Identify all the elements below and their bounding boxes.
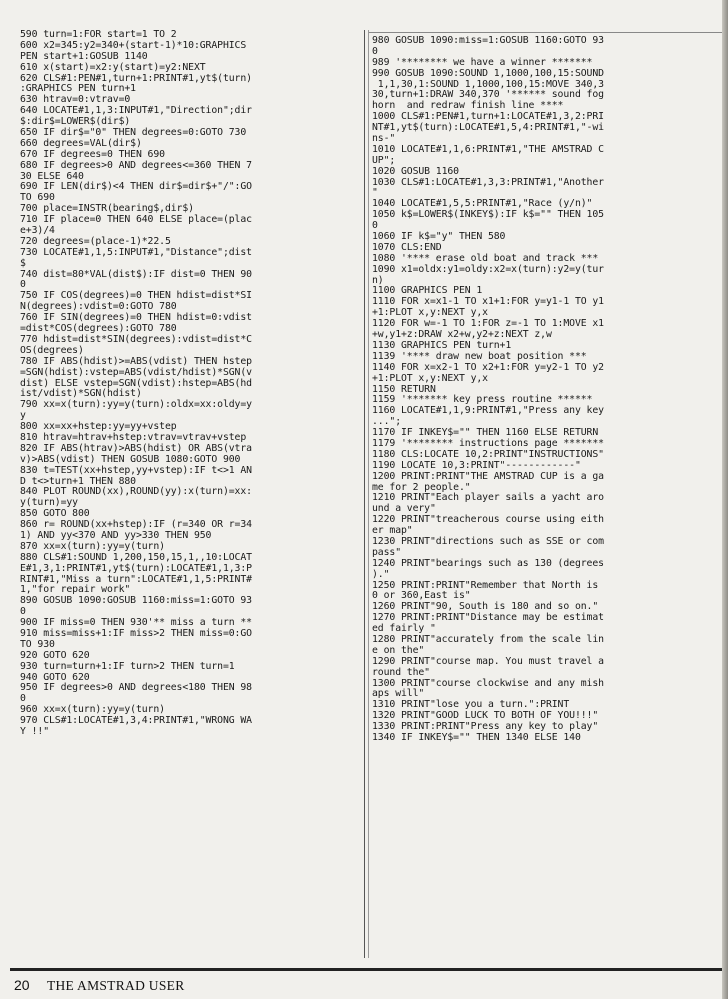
code-line: 1150 RETURN xyxy=(372,383,436,395)
code-line: NT#1,yt$(turn):LOCATE#1,5,4:PRINT#1,"-wi xyxy=(372,122,604,134)
code-line: er map" xyxy=(372,525,413,537)
code-line: 680 IF degrees>0 AND degrees<=360 THEN 7 xyxy=(20,159,252,171)
code-line: )." xyxy=(372,568,390,580)
code-line: 1,"for repair work" xyxy=(20,584,131,596)
code-line: 980 GOSUB 1090:miss=1:GOSUB 1160:GOTO 93 xyxy=(372,36,604,46)
code-line: +1:PLOT x,y:NEXT y,x xyxy=(372,372,488,384)
code-line: 750 IF COS(degrees)=0 THEN hdist=dist*SI xyxy=(20,290,252,302)
code-line: horn and redraw finish line **** xyxy=(372,100,564,112)
code-line: 830 t=TEST(xx+hstep,yy+vstep):IF t<>1 AN xyxy=(20,464,252,476)
code-line: 1140 FOR x=x2-1 TO x2+1:FOR y=y2-1 TO y2 xyxy=(372,361,604,373)
code-line: 989 '******** we have a winner ******* xyxy=(372,56,593,68)
code-line: 870 xx=x(turn):yy=y(turn) xyxy=(20,540,165,552)
code-line: +1:PLOT x,y:NEXT y,x xyxy=(372,307,488,319)
code-line: 900 IF miss=0 THEN 930'** miss a turn ** xyxy=(20,617,252,629)
code-line: 590 turn=1:FOR start=1 TO 2 xyxy=(20,30,177,40)
code-line: ist/vdist)*SGN(hdist) xyxy=(20,388,142,400)
code-line: y xyxy=(20,410,26,422)
code-line: 690 IF LEN(dir$)<4 THEN dir$=dir$+"/":GO xyxy=(20,181,252,193)
code-line: ed fairly " xyxy=(372,623,436,635)
footer-rule xyxy=(10,968,728,971)
code-line: 1020 GOSUB 1160 xyxy=(372,165,459,177)
code-line: $:dir$=LOWER$(dir$) xyxy=(20,116,131,128)
code-line: 1130 GRAPHICS PEN turn+1 xyxy=(372,339,512,351)
code-line: 1110 FOR x=x1-1 TO x1+1:FOR y=y1-1 TO y1 xyxy=(372,296,604,308)
code-line: v)>ABS(vdist) THEN GOSUB 1080:GOTO 900 xyxy=(20,453,241,465)
code-line: 790 xx=x(turn):yy=y(turn):oldx=xx:oldy=y xyxy=(20,399,252,411)
code-line: e on the" xyxy=(372,644,425,656)
code-line: 850 GOTO 800 xyxy=(20,508,90,520)
code-line: 1210 PRINT"Each player sails a yacht aro xyxy=(372,492,604,504)
code-line: PEN start+1:GOSUB 1140 xyxy=(20,50,148,62)
page-edge-shadow xyxy=(722,0,728,999)
code-line: 1200 PRINT:PRINT"THE AMSTRAD CUP is a ga xyxy=(372,470,604,482)
code-line: 1179 '******** instructions page ******* xyxy=(372,437,604,449)
code-line: 1090 x1=oldx:y1=oldy:x2=x(turn):y2=y(tur xyxy=(372,263,604,275)
code-line: RINT#1,"Miss a turn":LOCATE#1,1,5:PRINT# xyxy=(20,573,252,585)
code-line: und a very" xyxy=(372,503,436,515)
code-line: 1160 LOCATE#1,1,9:PRINT#1,"Press any key xyxy=(372,405,604,417)
code-line: :GRAPHICS PEN turn+1 xyxy=(20,83,136,95)
code-line: 600 x2=345:y2=340+(start-1)*10:GRAPHICS xyxy=(20,39,247,51)
code-line: me for 2 people." xyxy=(372,481,471,493)
code-line: TO 690 xyxy=(20,192,55,204)
code-line: 0 xyxy=(20,279,26,291)
code-line: 650 IF dir$="0" THEN degrees=0:GOTO 730 xyxy=(20,127,247,139)
code-line: 1030 CLS#1:LOCATE#1,3,3:PRINT#1,"Another xyxy=(372,176,604,188)
code-line: OS(degrees) xyxy=(20,344,84,356)
code-line: 30,turn+1:DRAW 340,370 '****** sound fog xyxy=(372,89,604,101)
code-line: 1220 PRINT"treacherous course using eith xyxy=(372,514,604,526)
code-line: D t<>turn+1 THEN 880 xyxy=(20,475,136,487)
code-line: 920 GOTO 620 xyxy=(20,649,90,661)
code-line: 720 degrees=(place-1)*22.5 xyxy=(20,235,171,247)
code-line: 1060 IF k$="y" THEN 580 xyxy=(372,231,506,243)
code-line: 1070 CLS:END xyxy=(372,241,442,253)
code-line: 1100 GRAPHICS PEN 1 xyxy=(372,285,483,297)
code-line: 0 xyxy=(372,220,378,232)
code-line: 1000 CLS#1:PEN#1,turn+1:LOCATE#1,3,2:PRI xyxy=(372,111,604,123)
code-line: =dist*COS(degrees):GOTO 780 xyxy=(20,323,177,335)
code-line: 810 htrav=htrav+hstep:vtrav=vtrav+vstep xyxy=(20,431,247,443)
code-line: 700 place=INSTR(bearing$,dir$) xyxy=(20,203,194,215)
code-column-left xyxy=(20,30,362,738)
code-line: 970 CLS#1:LOCATE#1,3,4:PRINT#1,"WRONG WA xyxy=(20,715,252,727)
code-line: 840 PLOT ROUND(xx),ROUND(yy):x(turn)=xx: xyxy=(20,486,252,498)
code-line: N(degrees):vdist=0:GOTO 780 xyxy=(20,301,177,313)
code-line: 1280 PRINT"accurately from the scale lin xyxy=(372,633,604,645)
code-line: 910 miss=miss+1:IF miss>2 THEN miss=0:GO xyxy=(20,627,252,639)
code-line: $ xyxy=(20,257,26,269)
code-line: 30 ELSE 640 xyxy=(20,170,84,182)
code-line: pass" xyxy=(372,546,401,558)
code-line: Y !!" xyxy=(20,726,49,737)
code-column-right xyxy=(372,36,724,744)
code-line: 1) AND yy<370 AND yy>330 THEN 950 xyxy=(20,529,212,541)
code-line: 1050 k$=LOWER$(INKEY$):IF k$="" THEN 105 xyxy=(372,209,604,221)
code-line: 740 dist=80*VAL(dist$):IF dist=0 THEN 90 xyxy=(20,268,252,280)
code-line: 1300 PRINT"course clockwise and any mish xyxy=(372,677,604,689)
code-line: 950 IF degrees>0 AND degrees<180 THEN 98 xyxy=(20,682,252,694)
code-line: 620 CLS#1:PEN#1,turn+1:PRINT#1,yt$(turn) xyxy=(20,72,252,84)
code-line: 1120 FOR w=-1 TO 1:FOR z=-1 TO 1:MOVE x1 xyxy=(372,318,604,330)
page-number: 20 xyxy=(14,977,30,993)
code-line: 940 GOTO 620 xyxy=(20,671,90,683)
code-line: 1290 PRINT"course map. You must travel a xyxy=(372,655,604,667)
code-line: 1,1,30,1:SOUND 1,1000,100,15:MOVE 340,3 xyxy=(372,78,604,90)
code-line: 1250 PRINT:PRINT"Remember that North is xyxy=(372,579,604,591)
magazine-title: THE AMSTRAD USER xyxy=(46,978,185,993)
code-line: 1139 '**** draw new boat position *** xyxy=(372,350,587,362)
code-line: 1010 LOCATE#1,1,6:PRINT#1,"THE AMSTRAD C xyxy=(372,143,604,155)
code-line: 760 IF SIN(degrees)=0 THEN hdist=0:vdist xyxy=(20,312,252,324)
code-line: TO 930 xyxy=(20,638,55,650)
code-line: 710 IF place=0 THEN 640 ELSE place=(plac xyxy=(20,214,252,226)
code-line: 630 htrav=0:vtrav=0 xyxy=(20,94,131,106)
code-line: UP"; xyxy=(372,154,396,166)
code-line: e+3)/4 xyxy=(20,225,55,237)
code-line: aps will" xyxy=(372,688,425,700)
code-line: 820 IF ABS(htrav)>ABS(hdist) OR ABS(vtra xyxy=(20,442,252,454)
code-line: 1270 PRINT:PRINT"Distance may be estimat xyxy=(372,612,604,624)
code-line: 730 LOCATE#1,1,5:INPUT#1,"Distance";dist xyxy=(20,246,252,258)
code-line: ..."; xyxy=(372,416,401,428)
page-footer xyxy=(14,977,185,994)
code-line: =SGN(hdist):vstep=ABS(vdist/hdist)*SGN(v xyxy=(20,366,252,378)
code-line: 1310 PRINT"lose you a turn.":PRINT xyxy=(372,699,570,711)
code-line: 1340 IF INKEY$="" THEN 1340 ELSE 140 xyxy=(372,732,581,743)
code-line: 990 GOSUB 1090:SOUND 1,1000,100,15:SOUND xyxy=(372,67,604,79)
code-line: 800 xx=xx+hstep:yy=yy+vstep xyxy=(20,421,177,433)
code-line: 1330 PRINT:PRINT"Press any key to play" xyxy=(372,721,599,733)
code-line: 1170 IF INKEY$="" THEN 1160 ELSE RETURN xyxy=(372,427,599,439)
column-divider-inner xyxy=(368,30,369,958)
code-line: n) xyxy=(372,274,384,286)
code-line: 0 xyxy=(20,606,26,618)
code-line: " xyxy=(372,187,378,199)
code-line: dist) ELSE vstep=SGN(vdist):hstep=ABS(hd xyxy=(20,377,252,389)
code-line: 930 turn=turn+1:IF turn>2 THEN turn=1 xyxy=(20,660,235,672)
code-line: 770 hdist=dist*SIN(degrees):vdist=dist*C xyxy=(20,333,252,345)
code-line: 610 x(start)=x2:y(start)=y2:NEXT xyxy=(20,61,206,73)
code-line: 780 IF ABS(hdist)>=ABS(vdist) THEN hstep xyxy=(20,355,252,367)
code-line: 1230 PRINT"directions such as SSE or com xyxy=(372,535,604,547)
code-line: 1180 CLS:LOCATE 10,2:PRINT"INSTRUCTIONS" xyxy=(372,448,604,460)
code-line: 960 xx=x(turn):yy=y(turn) xyxy=(20,704,165,716)
code-line: 1040 LOCATE#1,5,5:PRINT#1,"Race (y/n)" xyxy=(372,198,593,210)
code-line: 1240 PRINT"bearings such as 130 (degrees xyxy=(372,557,604,569)
code-line: 0 xyxy=(20,693,26,705)
code-line: round the" xyxy=(372,666,430,678)
code-line: 1080 '**** erase old boat and track *** xyxy=(372,252,599,264)
column-top-rule xyxy=(368,32,728,33)
code-line: 0 or 360,East is" xyxy=(372,590,471,602)
code-line: 1190 LOCATE 10,3:PRINT"------------" xyxy=(372,459,581,471)
code-line: 670 IF degrees=0 THEN 690 xyxy=(20,148,165,160)
code-line: 0 xyxy=(372,45,378,57)
code-line: +w,y1+z:DRAW x2+w,y2+z:NEXT z,w xyxy=(372,329,552,341)
code-line: E#1,3,1:PRINT#1,yt$(turn):LOCATE#1,1,3:P xyxy=(20,562,252,574)
code-line: 880 CLS#1:SOUND 1,200,150,15,1,,10:LOCAT xyxy=(20,551,252,563)
code-line: 1260 PRINT"90, South is 180 and so on." xyxy=(372,601,599,613)
code-line: 640 LOCATE#1,1,3:INPUT#1,"Direction";dir xyxy=(20,105,252,117)
code-line: 1159 '******* key press routine ****** xyxy=(372,394,593,406)
code-line: 660 degrees=VAL(dir$) xyxy=(20,137,142,149)
code-line: ns-" xyxy=(372,133,396,145)
code-line: 890 GOSUB 1090:GOSUB 1160:miss=1:GOTO 93 xyxy=(20,595,252,607)
code-line: 860 r= ROUND(xx+hstep):IF (r=340 OR r=34 xyxy=(20,519,252,531)
code-line: y(turn)=yy xyxy=(20,497,78,509)
code-line: 1320 PRINT"GOOD LUCK TO BOTH OF YOU!!!" xyxy=(372,710,599,722)
column-divider xyxy=(364,30,365,958)
